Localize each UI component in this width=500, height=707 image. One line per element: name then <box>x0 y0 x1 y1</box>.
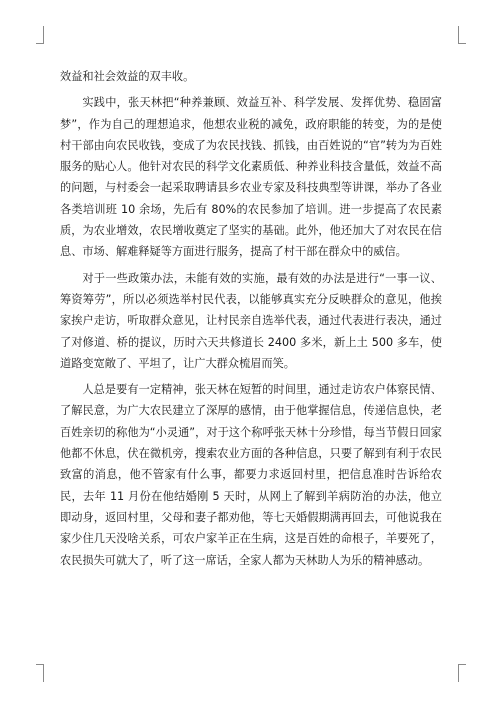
crop-mark-bottom-left <box>36 664 44 682</box>
paragraph: 实践中，张天林把“种养兼顾、效益互补、科学发展、发挥优势、稳固富梦”，作为自己的理想追求，他想农业税的减免，政府职能的转变，为的是使村干部由向农民收钱，变成了为农民找钱、抓钱，由百姓说的“官”转为为百姓服务的贴心人。他针对农民的科学文化素质低、种养业科技含量低，效益不高的问题，与村委会一起采取聘请县乡农业专家及科技典型等讲课，举办了各业各类培训班 10 余场，先后有 80%的农民参加了培训。进一步提高了农民素质，为农业增效，农民增收奠定了坚实的基础。此外，他还加大了对农民在信息、市场、解难释疑等方面进行服务，提高了村干部在群众中的威信。 <box>60 96 442 259</box>
paragraph: 人总是要有一定精神，张天林在短暂的时间里，通过走访农户体察民情、了解民意，为广大农民建立了深厚的感情，由于他掌握信息，传递信息快，老百姓亲切的称他为“小灵通”，对于这个称呼张天林十分珍惜，每当节假日回家他都不休息，伏在微机旁，搜索农业方面的各种信息，只要了解到有利于农民致富的消息，他不管家有什么事，都要力求返回村里，把信息准时告诉给农民，去年 11 月份在他结婚刚 5 天时，从网上了解到羊病防治的办法，他立即动身，返回村里，父母和妻子都劝他，等七天婚假期满再回去，可他说我在家少住几天没啥关系，可农户家羊正在生病，这是百姓的命根子，羊要死了，农民损失可就大了，听了这一席话，全家人都为天林助人为乐的精神感动。 <box>60 383 442 567</box>
crop-mark-top-right <box>458 26 466 44</box>
body-text <box>60 66 442 576</box>
crop-mark-bottom-right <box>458 664 466 682</box>
paragraph-continued: 效益和社会效益的双丰收。 <box>60 70 195 83</box>
paragraph: 对于一些政策办法，未能有效的实施，最有效的办法是进行“一事一议、筹资筹劳”，所以必须选举村民代表，以能够真实充分反映群众的意见，他挨家挨户走访，听取群众意见，让村民亲自选举代表，通过代表进行表决，通过了对修道、桥的提议，历时六天共修道长 2400 多米，新上土 500 多车，使道路变宽敞了、平坦了，让广大群众梳眉而笑。 <box>60 271 442 370</box>
crop-mark-top-left <box>36 26 44 44</box>
